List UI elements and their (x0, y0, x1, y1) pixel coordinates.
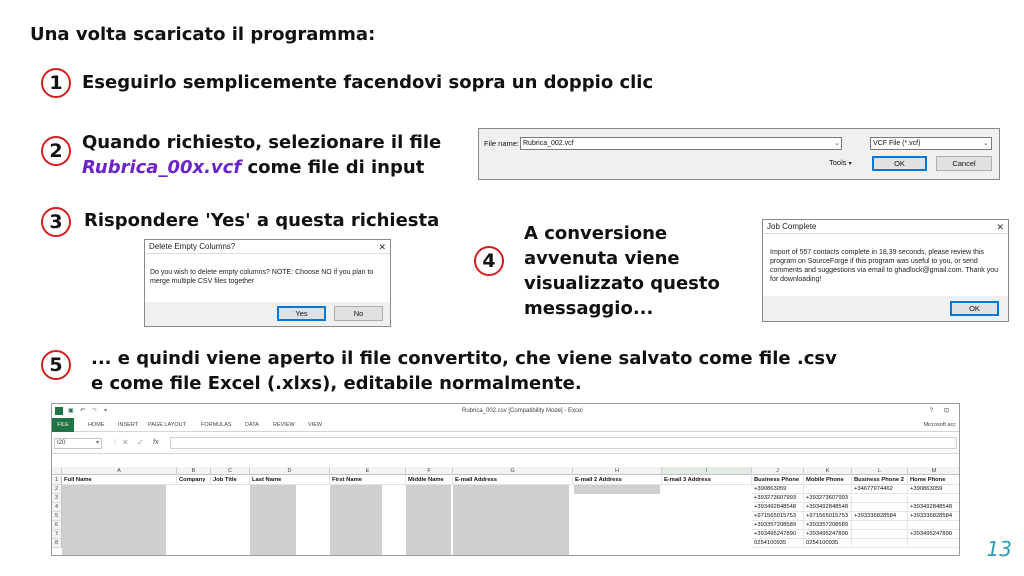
mobile-phone-cell[interactable]: 0254100935 (804, 539, 852, 548)
header-cell[interactable]: Middle Name (406, 476, 453, 485)
close-icon[interactable]: ✕ (378, 242, 386, 252)
row-header[interactable]: 3 (52, 494, 62, 503)
header-cell[interactable]: First Name (330, 476, 406, 485)
step-4-badge: 4 (474, 246, 504, 276)
tools-chevron-icon: ▾ (848, 161, 852, 167)
mobile-phone-cell[interactable]: +393357208589 (804, 521, 852, 530)
step-1-text: Eseguirlo semplicemente facendovi sopra un doppio clic (82, 72, 654, 93)
home-phone-cell[interactable] (908, 539, 960, 548)
step-2-line2 (82, 155, 441, 180)
home-phone-cell[interactable]: +393336828584 (908, 512, 960, 521)
business-phone-cell[interactable]: +393495247890 (752, 530, 804, 539)
select-all-corner[interactable] (52, 467, 62, 475)
mobile-phone-cell[interactable]: +393495247890 (804, 530, 852, 539)
header-cell[interactable]: Last Name (250, 476, 330, 485)
step-4-line-4: messaggio... (524, 298, 654, 319)
column-header[interactable]: C (211, 467, 250, 475)
header-cell[interactable]: E-mail Address (453, 476, 573, 485)
quick-access-chevron-icon[interactable]: ▾ (104, 408, 108, 414)
excel-window (51, 403, 960, 556)
save-icon[interactable]: ▣ (68, 408, 74, 414)
step-2-line1: Quando richiesto, selezionare il file (82, 132, 442, 153)
step-4-line-3: visualizzato questo (524, 273, 720, 294)
tab-data[interactable]: DATA (245, 422, 259, 428)
filetype-select[interactable]: VCF File (*.vcf) (870, 137, 992, 150)
business-phone-2-cell[interactable] (852, 530, 908, 539)
tab-insert[interactable]: INSERT (118, 422, 139, 428)
step-4-line-2: avvenuta viene (524, 248, 680, 269)
file-cancel-button[interactable]: Cancel (936, 156, 992, 171)
name-box[interactable]: I20 (54, 438, 102, 449)
close-icon[interactable]: ✕ (996, 222, 1004, 232)
column-header[interactable]: I (662, 467, 752, 475)
formula-bar-area (52, 432, 959, 454)
column-header[interactable]: K (804, 467, 852, 475)
business-phone-2-cell[interactable] (852, 503, 908, 512)
step-5-line2: e come file Excel (.xlxs), editabile normalmente. (91, 373, 582, 394)
formula-menu-icon: ⋮ (112, 440, 118, 446)
step-2-filename: Rubrica_00x.vcf (82, 157, 242, 178)
header-cell[interactable]: Company (177, 476, 211, 485)
delete-dialog-message: Do you wish to delete empty columns? NOTE: Choose NO if you plan to merge multiple CSV files together (145, 254, 390, 302)
header-cell[interactable]: E-mail 2 Address (573, 476, 662, 485)
header-cell[interactable]: Full Name (62, 476, 177, 485)
redacted-email (453, 485, 569, 556)
column-header[interactable]: G (453, 467, 573, 475)
row-header[interactable]: 8 (52, 539, 62, 548)
page-number: 13 (986, 537, 1012, 561)
complete-dialog-message: Import of 557 contacts complete in 18,39 seconds, please review this program on SourceForge if this program was useful to you, or send comments and suggestions via email to ghadlock@gmail.com. Thank you for downloading! (763, 234, 1008, 296)
yes-button[interactable]: Yes (277, 306, 326, 321)
business-phone-2-cell[interactable] (852, 494, 908, 503)
confirm-formula-icon[interactable]: ✓ (137, 438, 144, 447)
name-box-dropdown-icon[interactable]: ▾ (96, 440, 100, 446)
step-4-line-1: A conversione (524, 223, 668, 244)
row-header[interactable]: 5 (52, 512, 62, 521)
home-phone-cell[interactable] (908, 521, 960, 530)
redacted-full-name (62, 485, 166, 556)
business-phone-cell[interactable]: +393273607993 (752, 494, 804, 503)
delete-columns-dialog (144, 239, 391, 327)
excel-titlebar (52, 404, 959, 418)
header-cell[interactable]: Business Phone 2 (852, 476, 908, 485)
step-3-badge: 3 (41, 207, 71, 237)
excel-window-title: Rubrica_002.csv [Compatibility Mode] - Excel (462, 408, 583, 414)
redacted-last-name (250, 485, 296, 556)
column-header[interactable]: D (250, 467, 330, 475)
filename-label: File name: (484, 139, 520, 148)
row-header[interactable]: 2 (52, 485, 62, 494)
step-2-text (82, 130, 441, 180)
column-header[interactable]: E (330, 467, 406, 475)
step-2-line2-rest: come file di input (241, 157, 425, 178)
tab-file[interactable]: FILE (52, 418, 74, 432)
filetype-dropdown-icon[interactable]: ⌄ (983, 140, 989, 147)
tab-formulas[interactable]: FORMULAS (201, 422, 232, 428)
header-cell[interactable]: Mobile Phone (804, 476, 852, 485)
column-header[interactable]: M (908, 467, 960, 475)
help-icon[interactable]: ? (929, 408, 933, 414)
step-2-badge: 2 (41, 136, 71, 166)
tab-view[interactable]: VIEW (308, 422, 323, 428)
excel-ribbon-tabs (52, 418, 959, 432)
business-phone-cell[interactable]: +393357208589 (752, 521, 804, 530)
row-header[interactable]: 6 (52, 521, 62, 530)
header-cell[interactable]: Home Phone (908, 476, 960, 485)
filename-input[interactable]: Rubrica_002.vcf (520, 137, 842, 150)
header-cell[interactable]: E-mail 3 Address (662, 476, 752, 485)
mobile-phone-cell[interactable]: +971565015753 (804, 512, 852, 521)
redacted-email-2 (574, 485, 660, 494)
step-1-badge: 1 (41, 68, 71, 98)
step-5-text (91, 346, 837, 396)
column-header[interactable]: J (752, 467, 804, 475)
home-phone-cell[interactable]: +390863059 (908, 485, 960, 494)
cancel-formula-icon[interactable]: ✕ (122, 438, 129, 447)
tab-home[interactable]: HOME (88, 422, 105, 428)
header-cell[interactable]: Business Phone (752, 476, 804, 485)
complete-ok-button[interactable]: OK (950, 301, 999, 316)
step-5-badge: 5 (41, 350, 71, 380)
column-header[interactable]: B (177, 467, 211, 475)
account-label[interactable]: Microsoft acc (923, 422, 956, 428)
row-header[interactable]: 4 (52, 503, 62, 512)
step-3-text: Rispondere 'Yes' a questa richiesta (84, 210, 440, 231)
delete-dialog-titlebar (145, 240, 390, 254)
row-header[interactable]: 7 (52, 530, 62, 539)
column-header[interactable]: F (406, 467, 453, 475)
mobile-phone-cell[interactable]: +393273607993 (804, 494, 852, 503)
no-button[interactable]: No (334, 306, 383, 321)
step-4-text (524, 221, 720, 321)
redacted-first-name (330, 485, 382, 556)
business-phone-cell[interactable]: +971565015753 (752, 512, 804, 521)
ribbon-display-icon[interactable]: ⊡ (943, 408, 949, 414)
step-5-line1: ... e quindi viene aperto il file convertito, che viene salvato come file .csv (91, 348, 837, 369)
header-cell[interactable]: Job Title (211, 476, 250, 485)
home-phone-cell[interactable]: +393495247890 (908, 530, 960, 539)
business-phone-2-cell[interactable]: +34677974462 (852, 485, 908, 494)
tab-review[interactable]: REVIEW (273, 422, 295, 428)
row-header[interactable]: 1 (52, 476, 62, 485)
tools-menu[interactable] (829, 158, 852, 167)
file-ok-button[interactable]: OK (872, 156, 927, 171)
excel-logo-icon (55, 407, 63, 415)
mobile-phone-cell[interactable] (804, 485, 852, 494)
job-complete-dialog (762, 219, 1009, 322)
slide-title: Una volta scaricato il programma: (30, 24, 376, 45)
business-phone-2-cell[interactable] (852, 539, 908, 548)
business-phone-cell[interactable]: 0254100935 (752, 539, 804, 548)
column-header[interactable]: A (62, 467, 177, 475)
home-phone-cell[interactable]: +393492848548 (908, 503, 960, 512)
column-header[interactable]: L (852, 467, 908, 475)
mobile-phone-cell[interactable]: +393492848548 (804, 503, 852, 512)
filename-dropdown-icon[interactable]: ⌄ (834, 140, 840, 147)
column-header[interactable]: H (573, 467, 662, 475)
complete-dialog-titlebar (763, 220, 1008, 234)
formula-input[interactable] (170, 437, 957, 449)
tab-page-layout[interactable]: PAGE LAYOUT (148, 422, 187, 428)
business-phone-cell[interactable]: +390863059 (752, 485, 804, 494)
delete-dialog-title: Delete Empty Columns? (149, 242, 236, 251)
business-phone-2-cell[interactable]: +393336828584 (852, 512, 908, 521)
complete-dialog-title: Job Complete (767, 222, 817, 231)
business-phone-cell[interactable]: +393492848548 (752, 503, 804, 512)
business-phone-2-cell[interactable] (852, 521, 908, 530)
tools-label: Tools (829, 158, 847, 167)
insert-function-icon[interactable]: fx (153, 439, 159, 446)
home-phone-cell[interactable] (908, 494, 960, 503)
undo-icon[interactable]: ↶ (80, 408, 86, 414)
redacted-middle-name (406, 485, 451, 556)
file-open-dialog (478, 128, 1000, 180)
redo-icon[interactable]: ↷ (92, 408, 98, 414)
